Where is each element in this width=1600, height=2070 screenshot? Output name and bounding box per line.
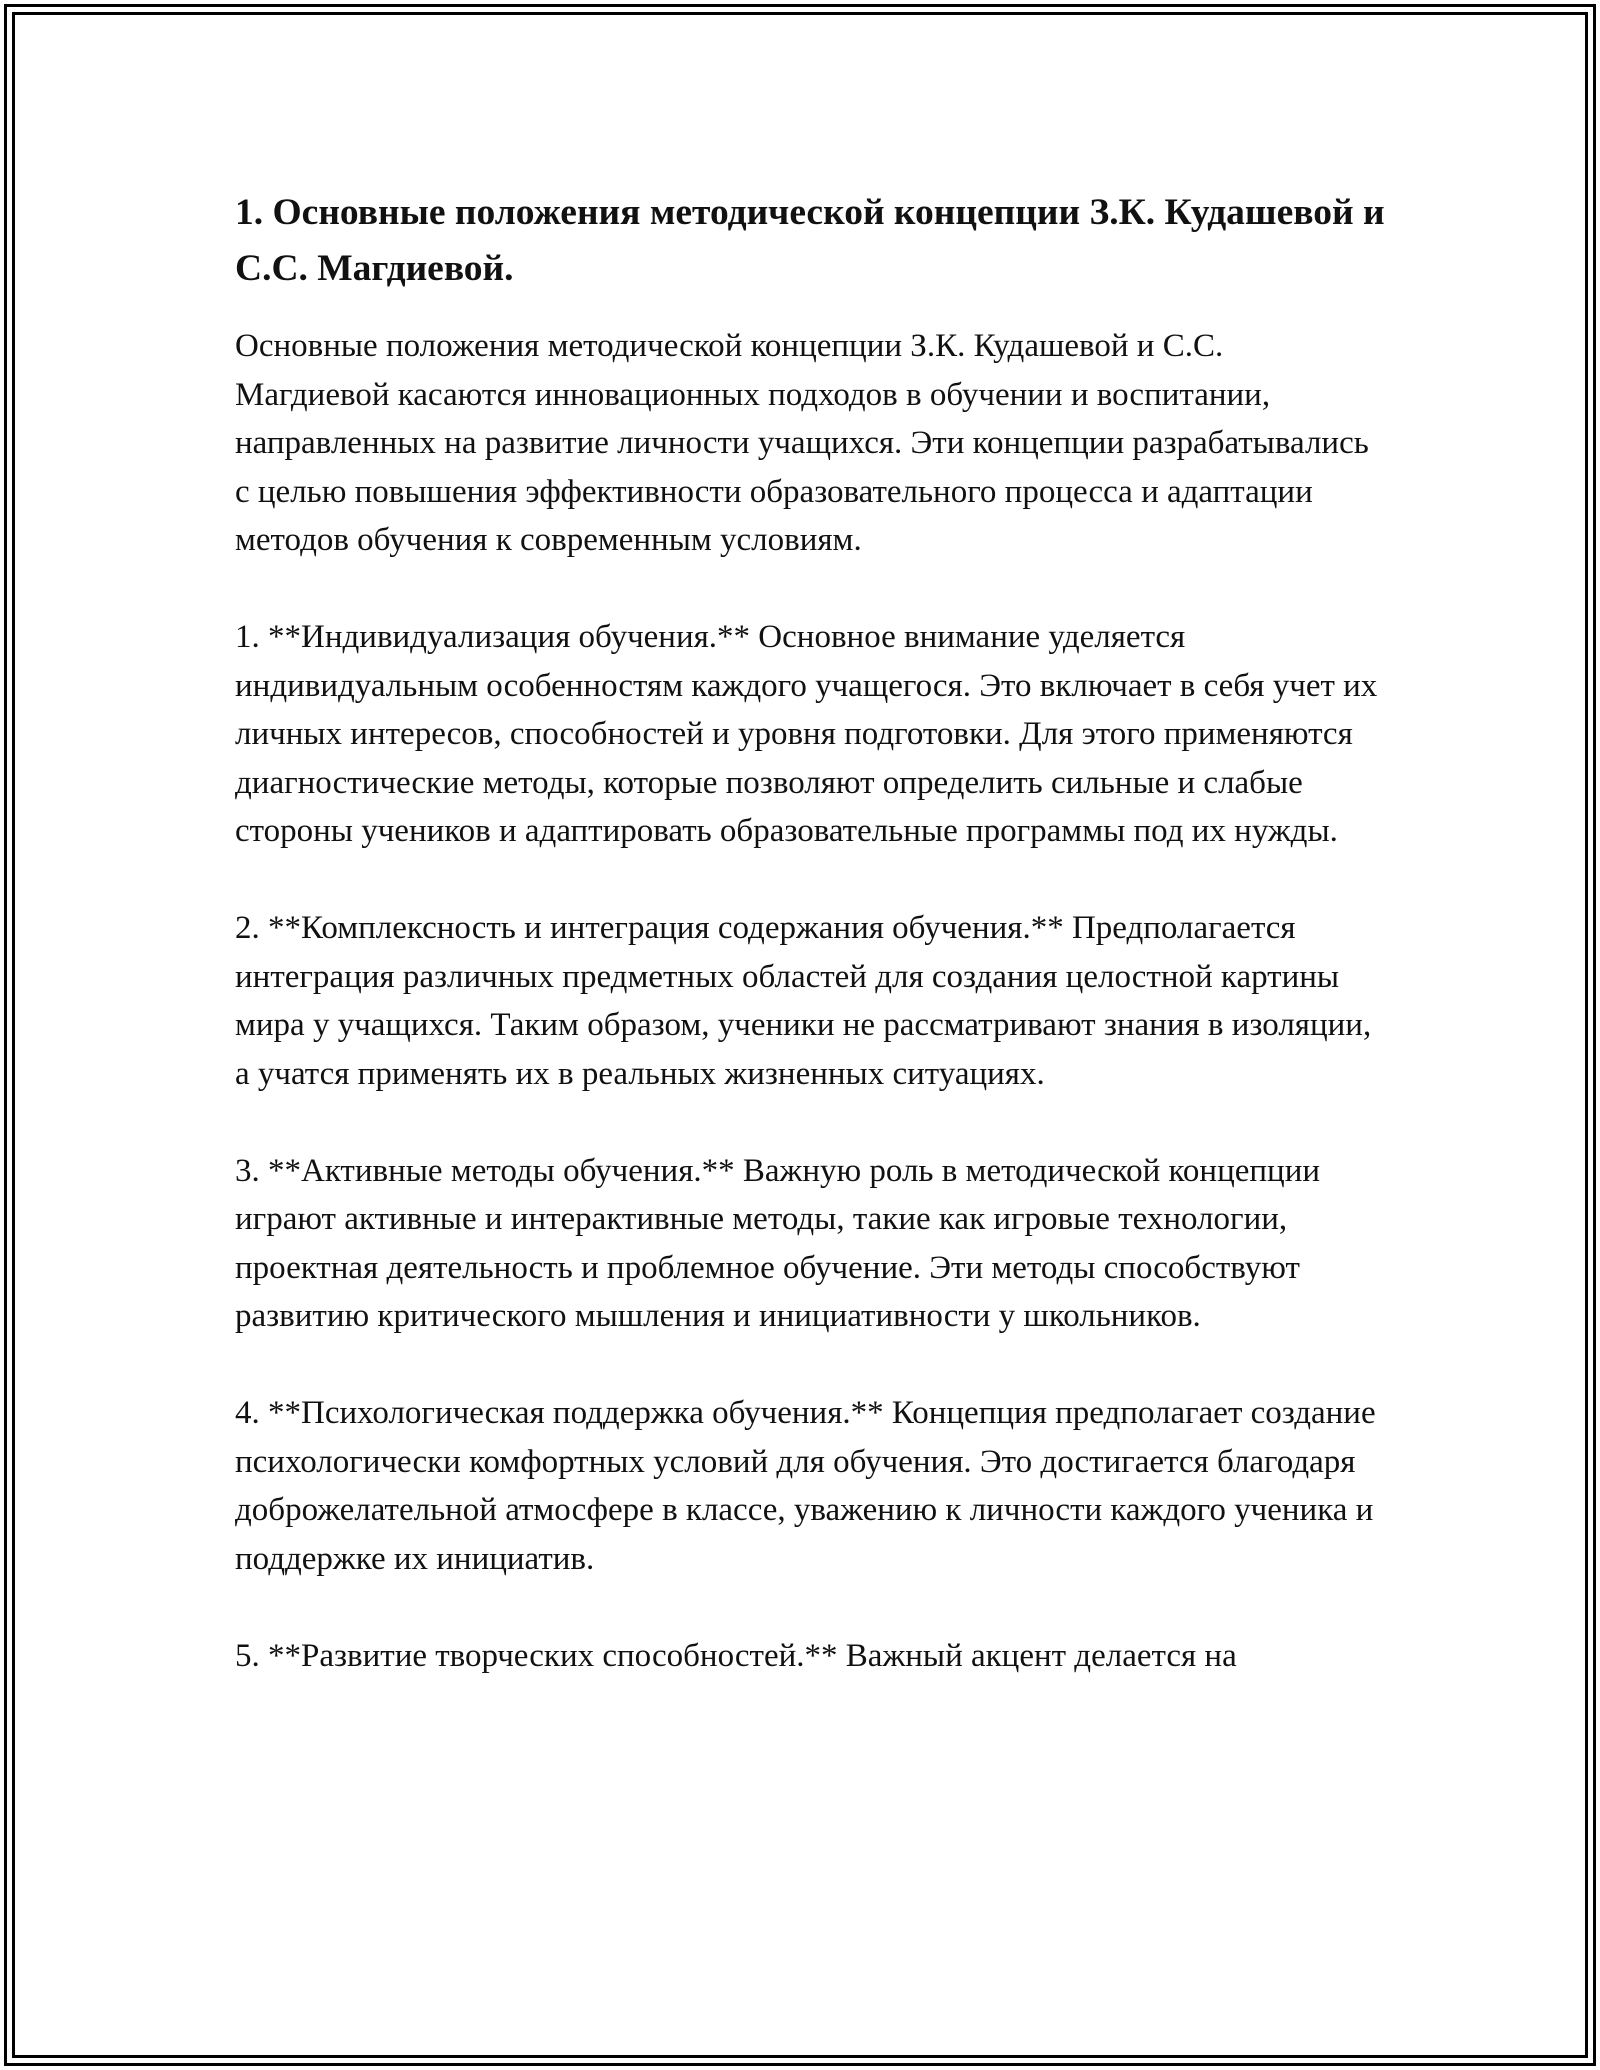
item-paragraph-5: 5. **Развитие творческих способностей.** Важный акцент делается на (235, 1637, 1237, 1674)
item-paragraph-4: 4. **Психологическая поддержка обучения.** Концепция предполагает создание психологически комфортных условий для обучения. Это достигается благодаря доброжелательной атмосфере в классе, уважению к личности каждого ученика и поддержке их инициатив. (235, 1395, 1376, 1577)
document-body (235, 185, 1385, 1729)
item-paragraph-2: 2. **Комплексность и интеграция содержания обучения.** Предполагается интеграция различных предметных областей для создания целостной картины мира у учащихся. Таким образом, ученики не рассматривают знания в изоляции, а учатся применять их в реальных жизненных ситуациях. (235, 910, 1372, 1092)
intro-paragraph: Основные положения методической концепции З.К. Кудашевой и С.С. Магдиевой касаются инновационных подходов в обучении и воспитании, направленных на развитие личности учащихся. Эти концепции разрабатывались с целью повышения эффективности образовательного процесса и адаптации методов обучения к современным условиям. (235, 328, 1369, 558)
item-paragraph-3: 3. **Активные методы обучения.** Важную роль в методической концепции играют активные и интерактивные методы, такие как игровые технологии, проектная деятельность и проблемное обучение. Эти методы способствуют развитию критического мышления и инициативности у школьников. (235, 1152, 1321, 1334)
document-title: 1. Основные положения методической концепции З.К. Кудашевой и С.С. Магдиевой. (235, 192, 1385, 289)
item-paragraph-1: 1. **Индивидуализация обучения.** Основное внимание уделяется индивидуальным особенностям каждого учащегося. Это включает в себя учет их личных интересов, способностей и уровня подготовки. Для этого применяются диагностические методы, которые позволяют определить сильные и слабые стороны учеников и адаптировать образовательные программы под их нужды. (235, 619, 1378, 849)
